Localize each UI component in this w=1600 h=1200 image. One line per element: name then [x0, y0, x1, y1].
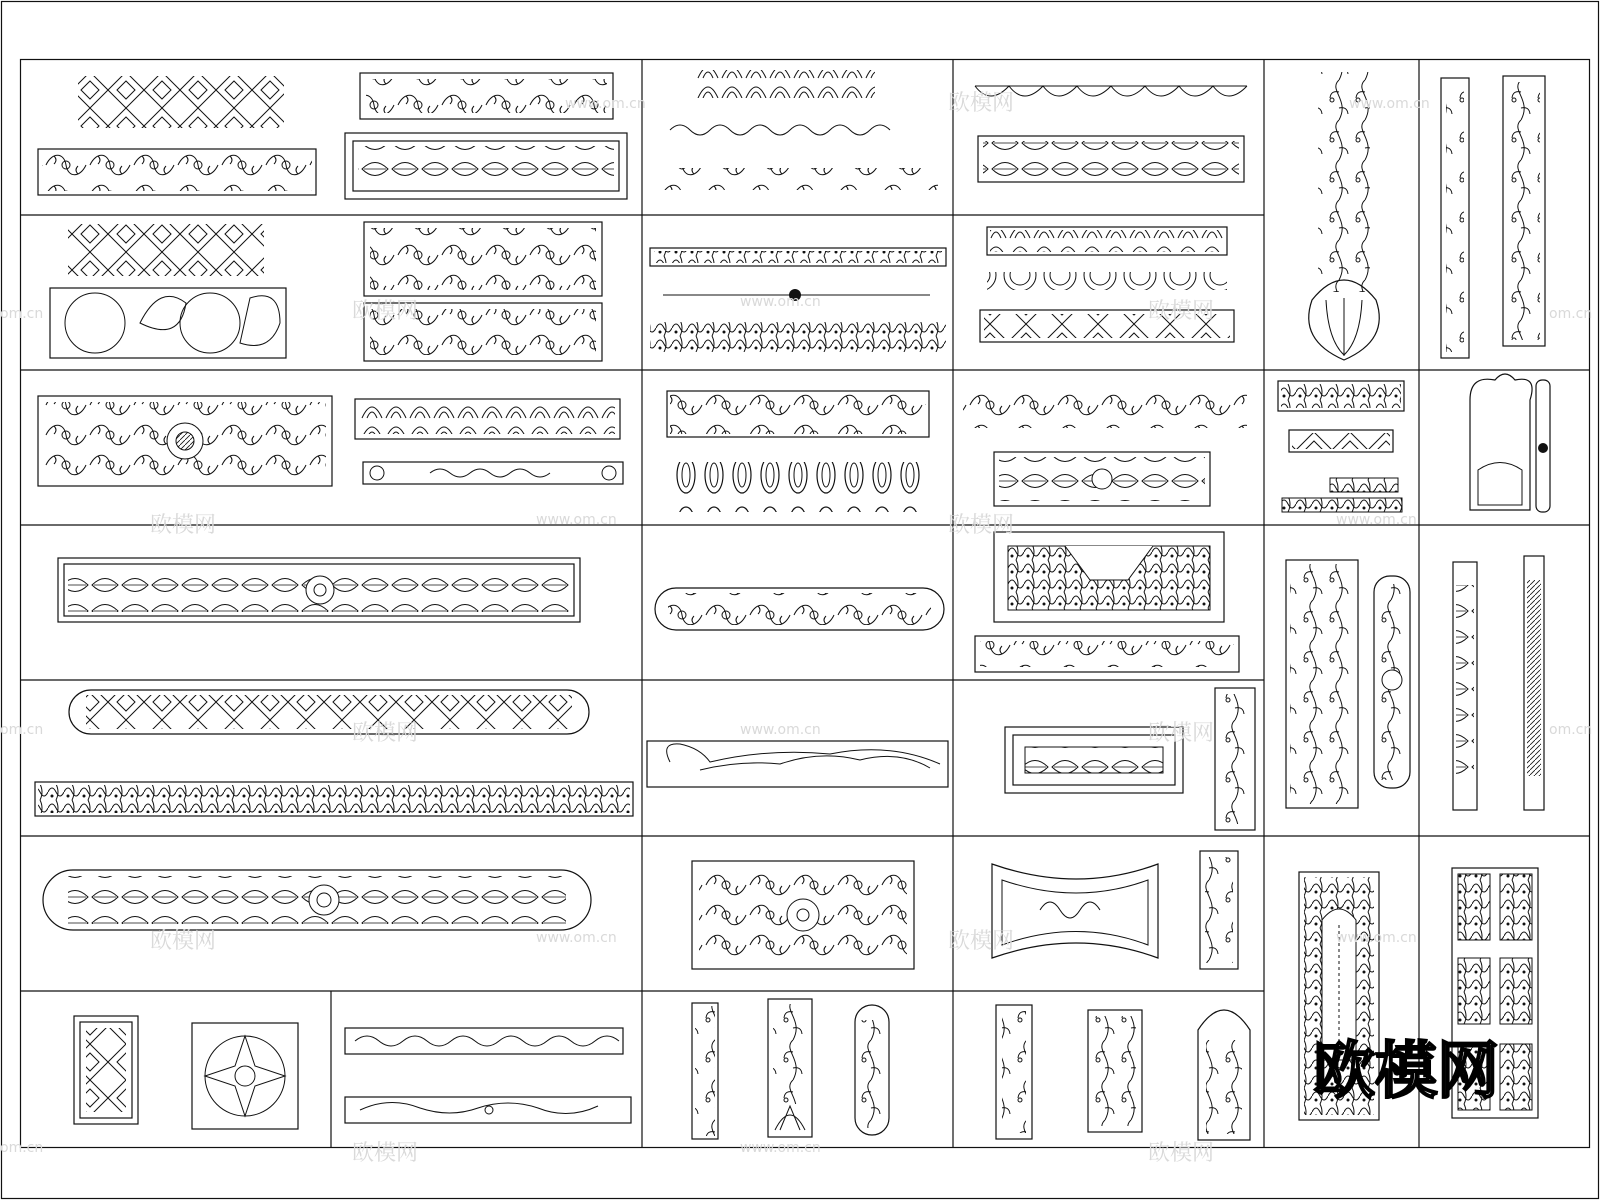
watermark-url: www.om.cn [1336, 512, 1417, 528]
panel-r7-c1b [345, 1028, 631, 1123]
watermark-text: 欧模网 [150, 513, 217, 538]
vine-frieze [345, 1028, 623, 1054]
circle-leaf-panel [50, 288, 286, 358]
acanthus-trim [963, 386, 1247, 428]
panel-r1-c1 [38, 73, 627, 199]
knot-frieze [68, 224, 264, 276]
slim-scroll-frieze [363, 462, 623, 484]
panel-r1-c2 [660, 70, 938, 190]
watermark-short: om.cn [0, 306, 44, 322]
watermark-url: www.om.cn [1336, 930, 1417, 946]
panel-r5-c2 [647, 741, 948, 787]
watermark-text: 欧模网 [948, 513, 1015, 538]
panel-r3-c3 [963, 386, 1247, 506]
watermark-short: om.cn [0, 722, 44, 738]
panel-r5-c1 [35, 690, 633, 816]
panel-r4-c5 [1453, 556, 1544, 810]
watermark-short: om.cn [1549, 306, 1593, 322]
wave-trim [670, 125, 890, 135]
rosette-square [192, 1023, 298, 1129]
panel-r4-c2 [655, 588, 944, 630]
baluster-frieze [987, 272, 1227, 290]
watermark-url: www.om.cn [536, 930, 617, 946]
carved-panel-leaf [358, 146, 614, 186]
panel-r6-c1 [43, 870, 591, 930]
panel-r6-c3 [992, 851, 1238, 969]
watermark-text: 欧模网 [948, 91, 1015, 116]
curved-lintel [992, 864, 1158, 958]
corner-logo: 欧模网 [1313, 1034, 1500, 1107]
watermark-text: 欧模网 [352, 299, 419, 324]
panel-r3-c4 [1278, 381, 1404, 512]
panel-r3-c1 [38, 396, 623, 486]
watermark-url: www.om.cn [740, 294, 821, 310]
watermark-text: 欧模网 [948, 929, 1015, 954]
panel-r1-c4 [1309, 72, 1380, 360]
panel-r4-c4 [1286, 560, 1410, 808]
panel-r1-c3 [975, 86, 1247, 182]
watermark-text: 欧模网 [352, 1141, 419, 1166]
watermark-url: www.om.cn [536, 512, 617, 528]
carved-band-scroll [42, 153, 312, 191]
panel-r2-c1 [50, 222, 602, 361]
loop-frieze [670, 462, 926, 512]
watermark-short: om.cn [0, 1140, 44, 1156]
carved-panel-leaf [983, 141, 1239, 177]
panel-r2-c3 [980, 227, 1234, 342]
watermark-short: om.cn [1549, 722, 1593, 738]
watermark-url: www.om.cn [740, 722, 821, 738]
panel-r3-c2 [667, 391, 929, 512]
watermark-text: 欧模网 [1148, 1141, 1215, 1166]
panel-r4-c3 [975, 532, 1239, 672]
lattice-frieze [78, 76, 284, 128]
watermark-url: www.om.cn [1349, 96, 1430, 112]
panel-r7-c1 [74, 1016, 298, 1129]
panel-r3-c5 [1470, 374, 1550, 512]
scroll-trim [660, 168, 938, 190]
panel-r4-c1 [58, 558, 580, 622]
watermark-text: 欧模网 [1148, 299, 1215, 324]
panel-r5-c3 [1005, 688, 1255, 830]
watermark-text: 欧模网 [1148, 721, 1215, 746]
petal-trim [695, 70, 875, 98]
arched-door [1470, 374, 1532, 510]
floral-band [650, 322, 946, 352]
watermark-url: www.om.cn [740, 1140, 821, 1156]
panel-r6-c2 [692, 861, 914, 969]
panel-r1-c5 [1441, 76, 1545, 358]
swag-trim [975, 86, 1247, 96]
watermark-text: 欧模网 [150, 929, 217, 954]
panel-r7-c2 [692, 999, 889, 1139]
watermark-text: 欧模网 [352, 721, 419, 746]
watermark-url: www.om.cn [565, 96, 646, 112]
panel-r7-c3 [996, 1005, 1250, 1140]
